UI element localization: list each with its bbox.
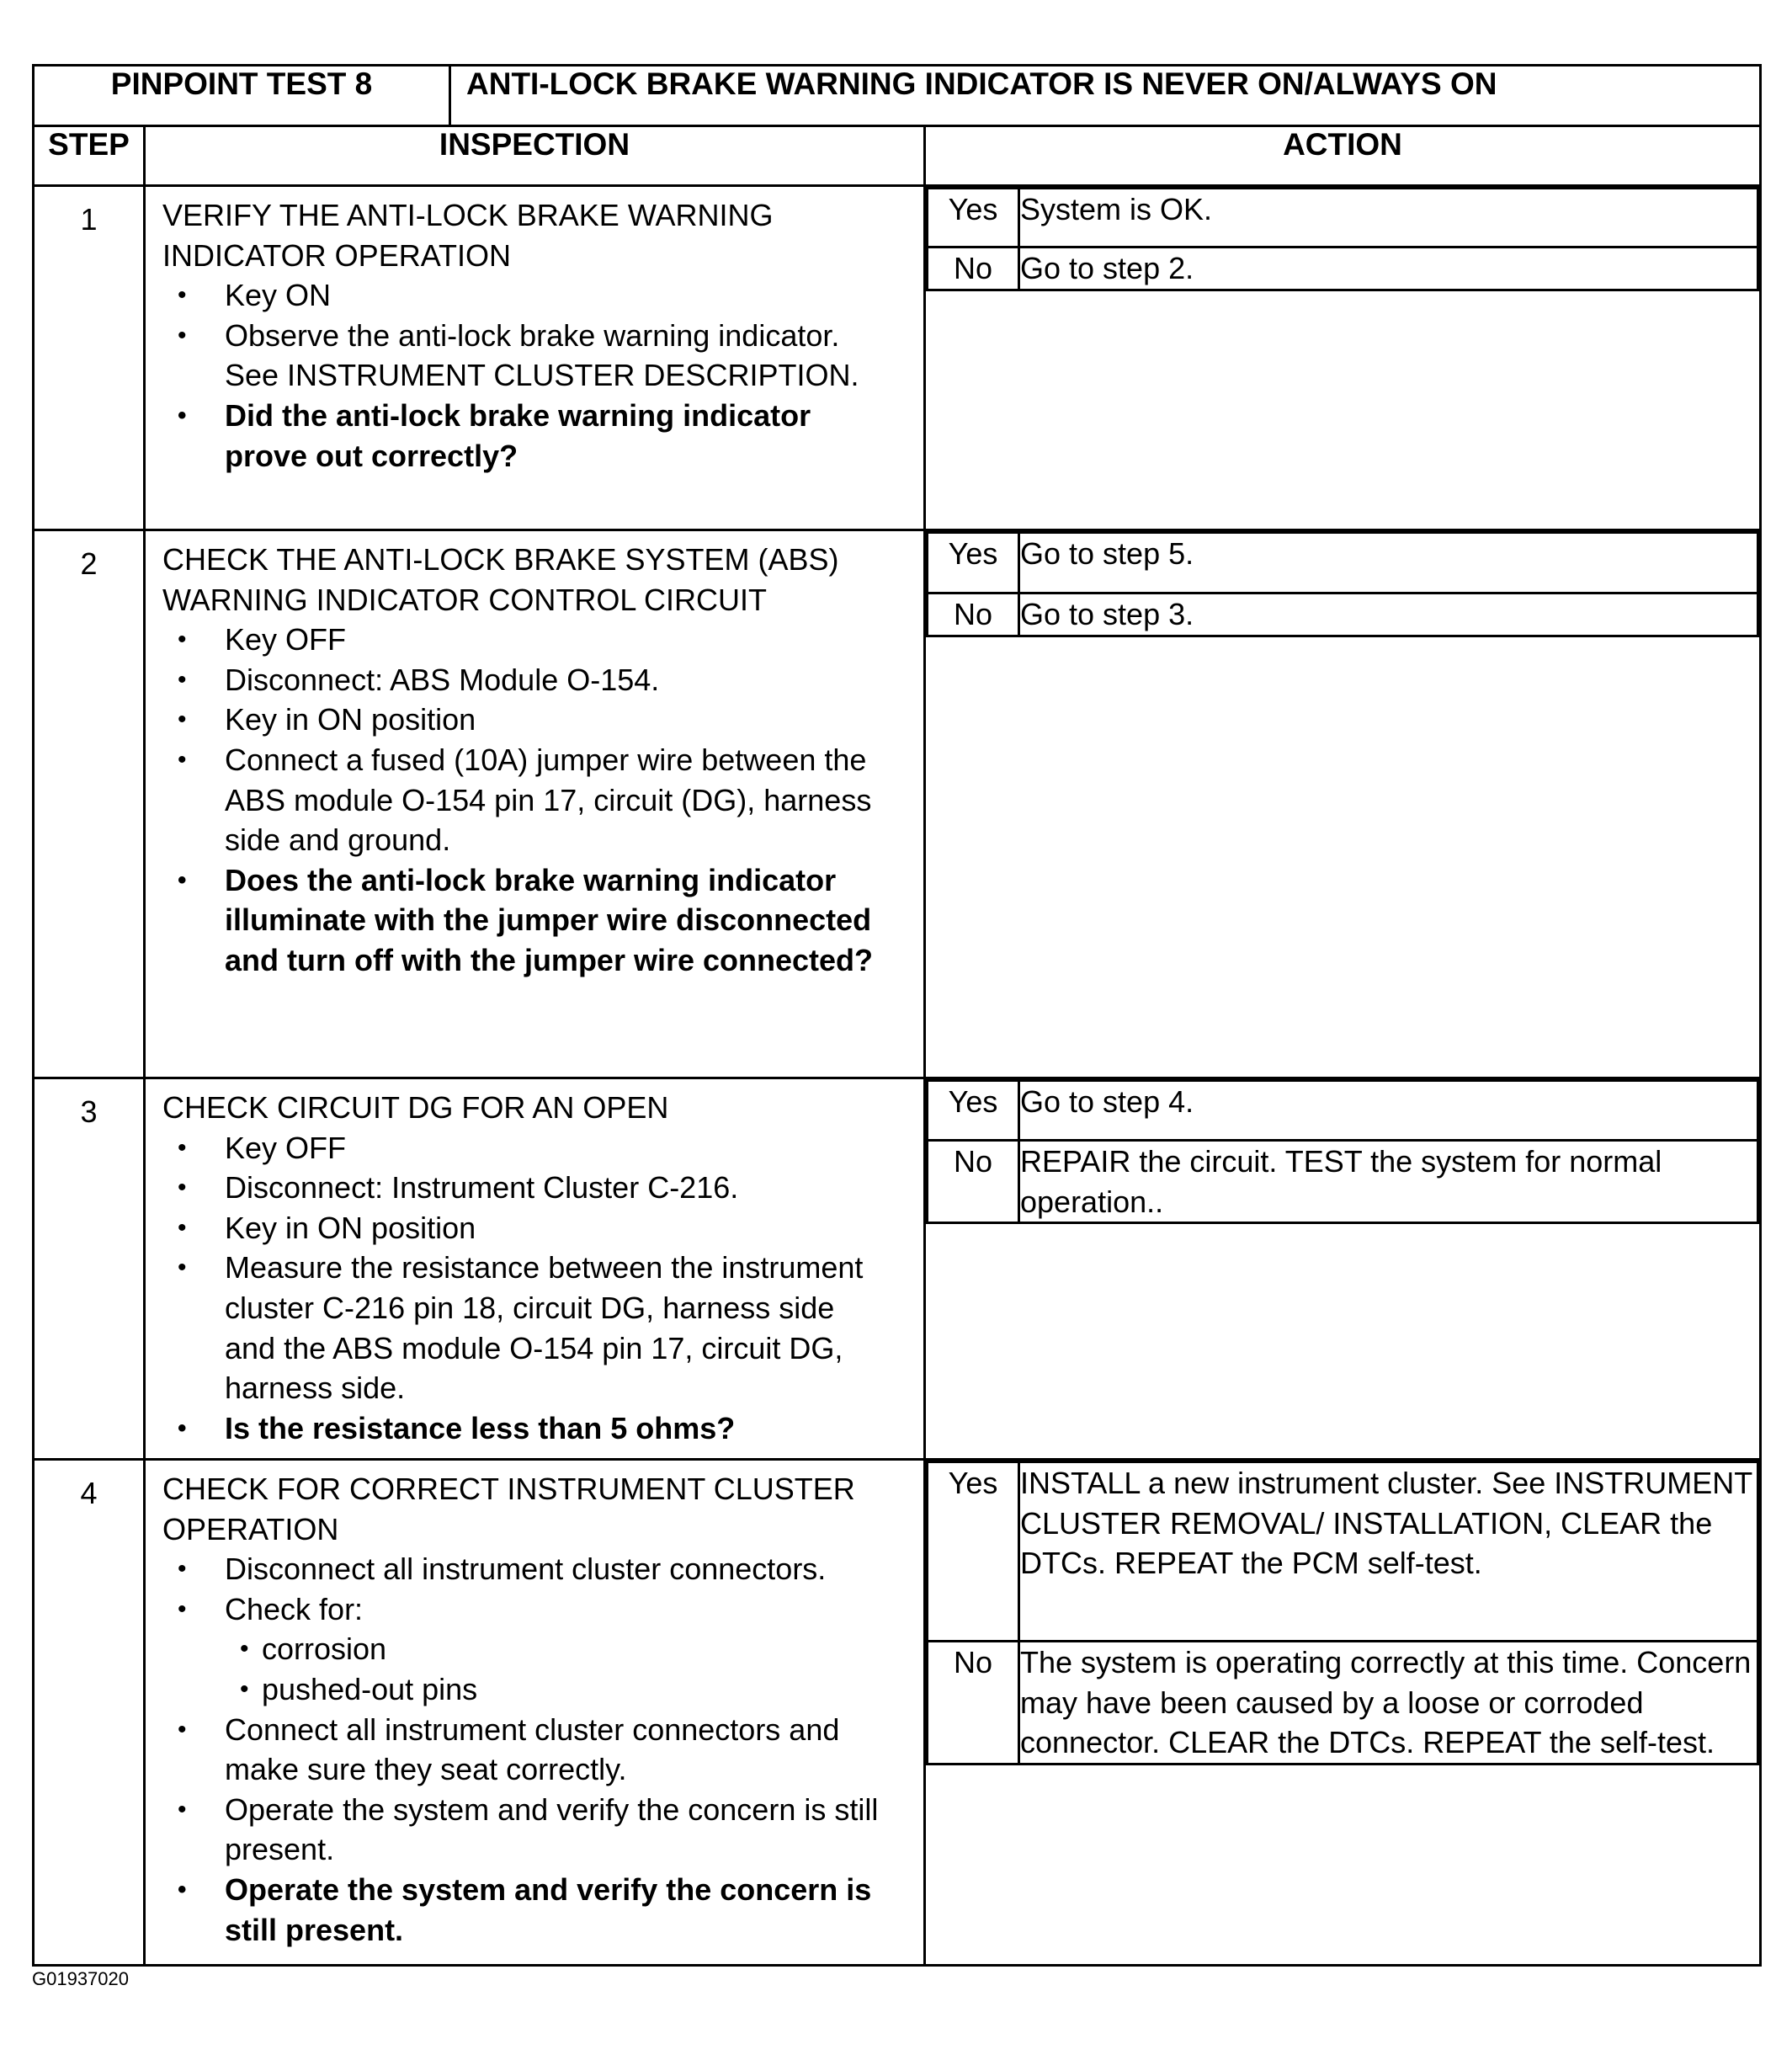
no-action: REPAIR the circuit. TEST the system for normal operation.. xyxy=(1019,1141,1758,1223)
action-cell xyxy=(925,1460,1761,1966)
inspection-list xyxy=(162,1128,890,1449)
action-cell xyxy=(925,186,1761,530)
list-item: • Connect all instrument cluster connectors and make sure they seat correctly. xyxy=(162,1710,890,1790)
step-column-header: STEP xyxy=(34,126,145,186)
step-number: 1 xyxy=(34,186,145,530)
inspection-list xyxy=(162,620,890,980)
no-label: No xyxy=(928,1642,1019,1765)
list-item: • Key OFF xyxy=(162,1128,890,1168)
list-item: • Disconnect: ABS Module O-154. xyxy=(162,660,890,700)
list-item-question: • Operate the system and verify the concern is still present. xyxy=(162,1870,890,1950)
action-table xyxy=(926,1461,1759,1765)
step-number: 3 xyxy=(34,1078,145,1460)
test-title: ANTI-LOCK BRAKE WARNING INDICATOR IS NEVER ON/ALWAYS ON xyxy=(450,66,1761,126)
yes-action: INSTALL a new instrument cluster. See INSTRUMENT CLUSTER REMOVAL/ INSTALLATION, CLEAR the DTCs. REPEAT the PCM self-test. xyxy=(1019,1462,1758,1642)
action-table xyxy=(926,531,1759,637)
inspection-list xyxy=(162,1549,890,1950)
yes-label: Yes xyxy=(928,1081,1019,1141)
action-column-header: ACTION xyxy=(925,126,1761,186)
step-row xyxy=(34,186,1761,530)
inspection-column-header: INSPECTION xyxy=(145,126,925,186)
figure-id: G01937020 xyxy=(32,1968,129,1989)
list-item: • Check for: xyxy=(162,1589,890,1630)
inspection-cell xyxy=(145,530,925,1078)
action-table xyxy=(926,1079,1759,1224)
list-item-question: • Does the anti-lock brake warning indicator illuminate with the jumper wire disconnected and turn off with the jumper wire connected? xyxy=(162,860,890,981)
no-action: Go to step 3. xyxy=(1019,594,1758,636)
list-item: • Key in ON position xyxy=(162,1208,890,1248)
step-number: 2 xyxy=(34,530,145,1078)
action-table xyxy=(926,187,1759,291)
yes-label: Yes xyxy=(928,533,1019,594)
no-label: No xyxy=(928,594,1019,636)
step-heading: CHECK CIRCUIT DG FOR AN OPEN xyxy=(162,1090,669,1125)
yes-action: Go to step 4. xyxy=(1019,1081,1758,1141)
action-cell xyxy=(925,1078,1761,1460)
list-item: • Key ON xyxy=(162,275,890,316)
no-label: No xyxy=(928,248,1019,290)
yes-action: System is OK. xyxy=(1019,189,1758,248)
list-item: • Key in ON position xyxy=(162,700,890,740)
list-item-question: • Did the anti-lock brake warning indicator prove out correctly? xyxy=(162,396,890,476)
list-item: • Disconnect: Instrument Cluster C-216. xyxy=(162,1168,890,1208)
sub-list-item: • corrosion xyxy=(162,1629,890,1669)
list-item: • Disconnect all instrument cluster connectors. xyxy=(162,1549,890,1589)
inspection-cell xyxy=(145,1078,925,1460)
no-action: The system is operating correctly at this time. Concern may have been caused by a loose or corroded connector. CLEAR the DTCs. REPEAT the self-test. xyxy=(1019,1642,1758,1765)
yes-label: Yes xyxy=(928,189,1019,248)
step-heading: VERIFY THE ANTI-LOCK BRAKE WARNING INDICATOR OPERATION xyxy=(162,198,774,273)
list-item: • Connect a fused (10A) jumper wire between the ABS module O-154 pin 17, circuit (DG), harness side and ground. xyxy=(162,740,890,860)
step-row xyxy=(34,530,1761,1078)
step-number: 4 xyxy=(34,1460,145,1966)
list-item: • Key OFF xyxy=(162,620,890,660)
no-label: No xyxy=(928,1141,1019,1223)
pinpoint-test-table xyxy=(32,64,1762,1967)
list-item: • Operate the system and verify the concern is still present. xyxy=(162,1790,890,1870)
step-row xyxy=(34,1460,1761,1966)
step-heading: CHECK THE ANTI-LOCK BRAKE SYSTEM (ABS) WARNING INDICATOR CONTROL CIRCUIT xyxy=(162,542,839,617)
test-label: PINPOINT TEST 8 xyxy=(34,66,450,126)
title-row xyxy=(34,66,1761,126)
sub-list-item: • pushed-out pins xyxy=(162,1669,890,1710)
no-action: Go to step 2. xyxy=(1019,248,1758,290)
yes-label: Yes xyxy=(928,1462,1019,1642)
inspection-cell xyxy=(145,186,925,530)
step-row xyxy=(34,1078,1761,1460)
column-header-row xyxy=(34,126,1761,186)
inspection-list xyxy=(162,275,890,476)
list-item-question: • Is the resistance less than 5 ohms? xyxy=(162,1408,890,1449)
list-item: • Measure the resistance between the instrument cluster C-216 pin 18, circuit DG, harness side and the ABS module O-154 pin 17, circuit DG, harness side. xyxy=(162,1248,890,1408)
yes-action: Go to step 5. xyxy=(1019,533,1758,594)
inspection-cell xyxy=(145,1460,925,1966)
list-item: • Observe the anti-lock brake warning indicator. See INSTRUMENT CLUSTER DESCRIPTION. xyxy=(162,316,890,396)
action-cell xyxy=(925,530,1761,1078)
step-heading: CHECK FOR CORRECT INSTRUMENT CLUSTER OPERATION xyxy=(162,1472,855,1546)
